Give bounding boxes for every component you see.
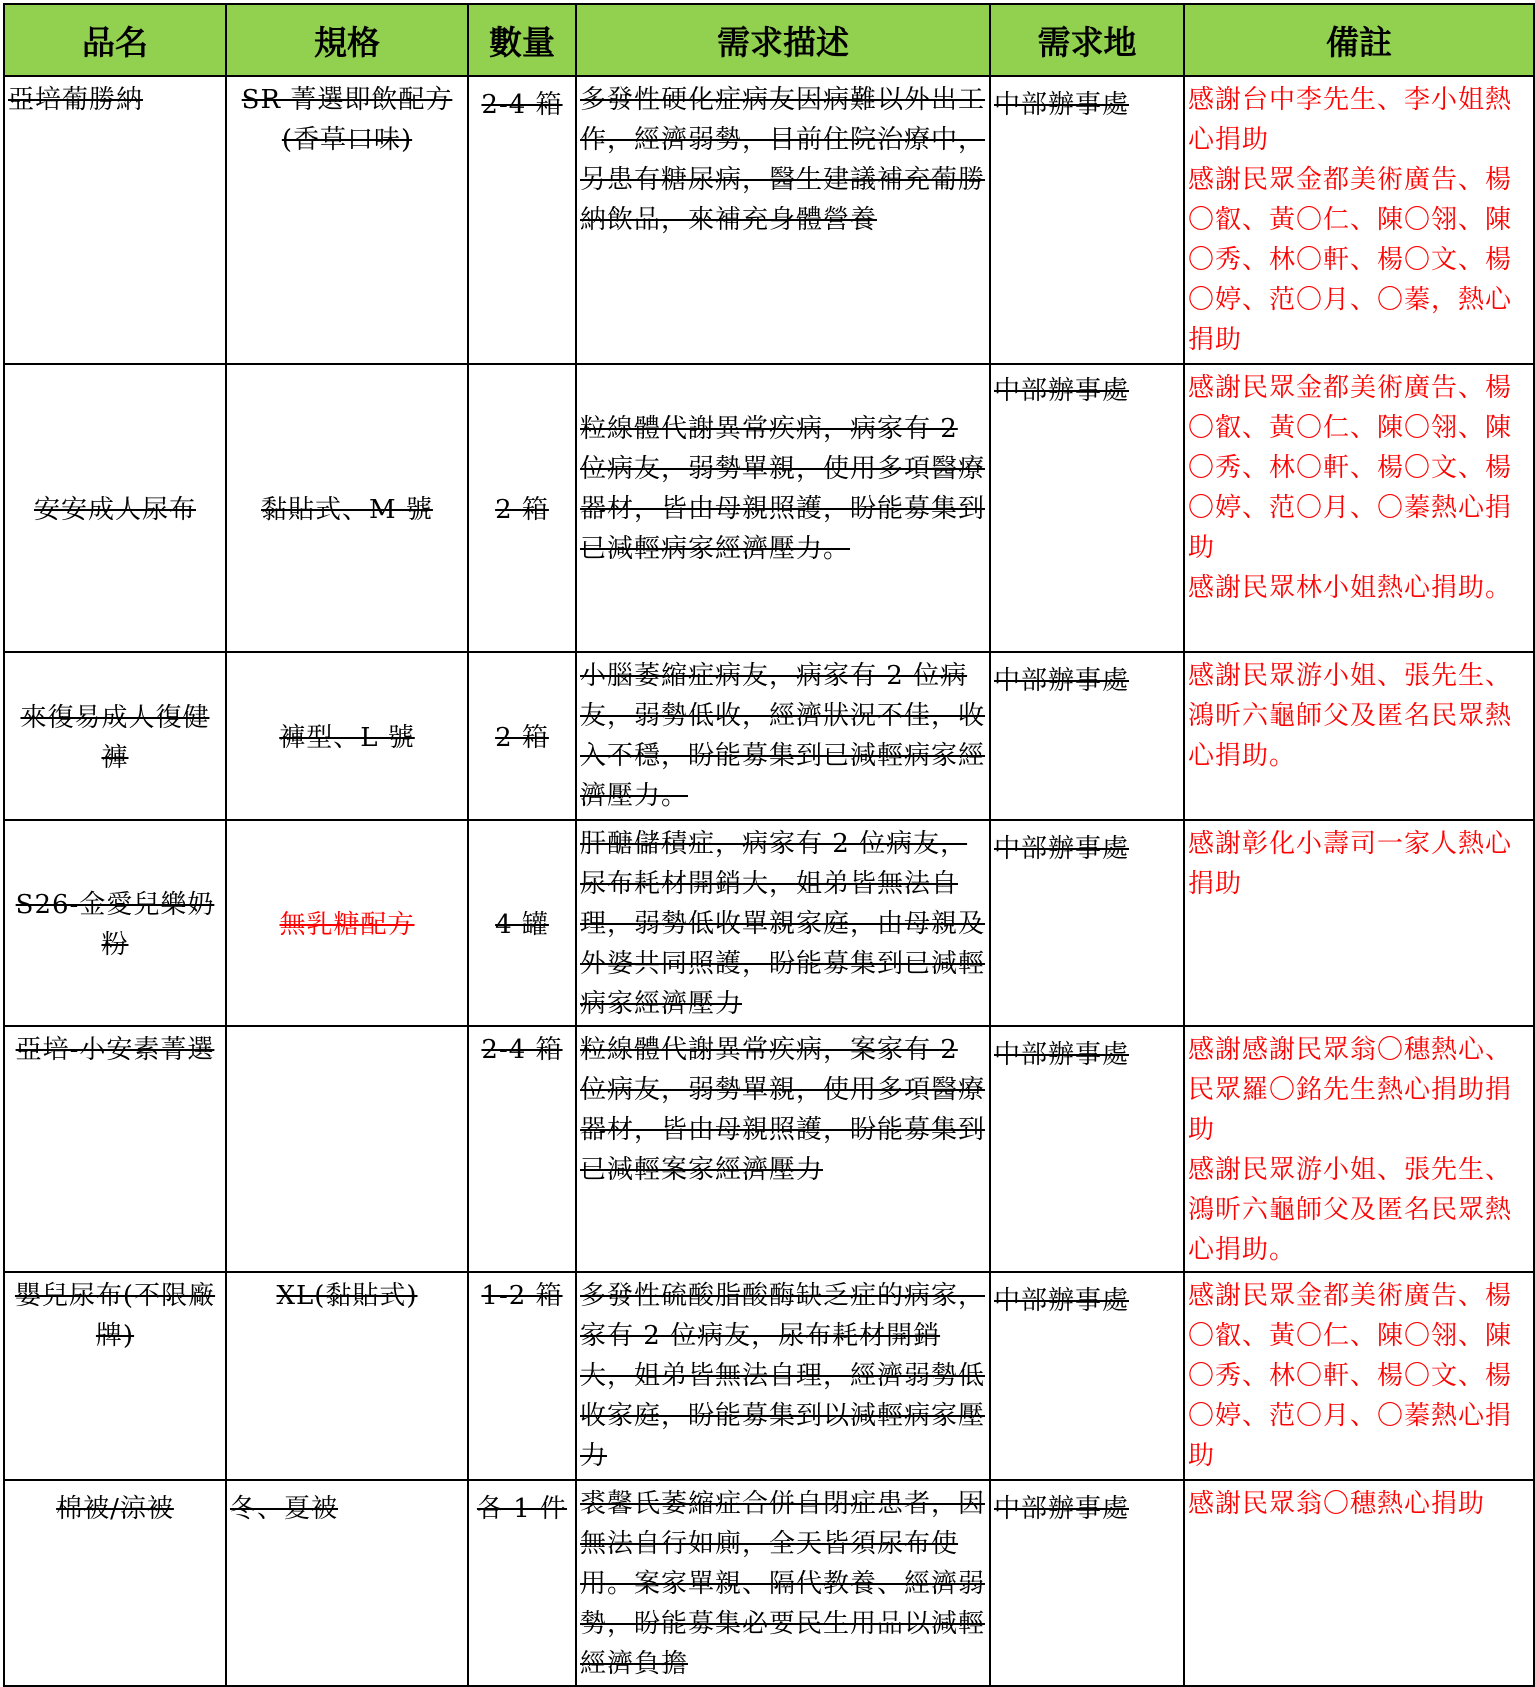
note-text: 感謝民眾游小姐、張先生、鴻昕六龜師父及匿名民眾熱心捐助。: [1188, 661, 1513, 771]
item-description: 粒線體代謝異常疾病，病家有 2 位病友，弱勢單親，使用多項醫療器材，皆由母親照護，盼能募集到已減輕病家經濟壓力。: [580, 414, 986, 564]
location-cell: [990, 1272, 1184, 1480]
item-spec: 冬、夏被: [230, 1494, 339, 1524]
item-spec: XL(黏貼式): [276, 1281, 418, 1311]
qty-cell: [468, 820, 576, 1026]
notes-cell: [1184, 1026, 1534, 1272]
spec-cell: [226, 1026, 468, 1272]
desc-cell: [576, 1272, 990, 1480]
table-row: [4, 76, 1534, 364]
item-quantity: 1-2 箱: [481, 1281, 563, 1311]
item-location: 中部辦事處: [994, 666, 1130, 696]
spec-cell: [226, 364, 468, 652]
location-cell: [990, 1480, 1184, 1686]
item-name: S26-金愛兒樂奶粉: [15, 889, 215, 960]
spec-cell: [226, 652, 468, 820]
location-cell: [990, 1026, 1184, 1272]
column-header-location: 需求地: [990, 4, 1184, 76]
column-header-spec: 規格: [226, 4, 468, 76]
item-quantity: 2-4 箱: [481, 90, 563, 120]
item-quantity: 2-4 箱: [481, 1035, 563, 1065]
page-wrapper: [3, 3, 1535, 1687]
item-location: 中部辦事處: [994, 376, 1130, 406]
item-cell: [4, 820, 226, 1026]
item-cell: [4, 76, 226, 364]
notes-cell: [1184, 1480, 1534, 1686]
qty-cell: [468, 1272, 576, 1480]
item-cell: [4, 652, 226, 820]
table-row: [4, 364, 1534, 652]
qty-cell: [468, 1026, 576, 1272]
location-cell: [990, 76, 1184, 364]
item-name: 來復易成人復健褲: [20, 702, 210, 773]
item-location: 中部辦事處: [994, 1494, 1130, 1524]
desc-cell: [576, 76, 990, 364]
spec-cell: [226, 1480, 468, 1686]
item-name: 棉被/涼被: [56, 1494, 174, 1524]
item-name: 亞培-小安素菁選: [15, 1035, 215, 1065]
spec-cell: [226, 1272, 468, 1480]
location-cell: [990, 820, 1184, 1026]
qty-cell: [468, 1480, 576, 1686]
item-cell: [4, 1026, 226, 1272]
table-row: [4, 1026, 1534, 1272]
desc-cell: [576, 364, 990, 652]
item-spec: 褲型、L 號: [279, 722, 415, 753]
note-text: 感謝民眾金都美術廣告、楊〇叡、黃〇仁、陳〇翎、陳〇秀、林〇軒、楊〇文、楊〇婷、范〇月、〇蓁熱心捐助: [1188, 1281, 1513, 1471]
item-description: 裘馨氏萎縮症合併自閉症患者，因無法自行如廁，全天皆須尿布使用。案家單親、隔代教養、經濟弱勢，盼能募集必要民生用品以減輕經濟負擔: [580, 1489, 986, 1679]
item-name: 亞培葡勝納: [8, 85, 144, 115]
item-quantity: 2 箱: [495, 494, 549, 525]
note-text: 感謝感謝民眾翁〇穗熱心、民眾羅〇銘先生熱心捐助捐助: [1188, 1035, 1513, 1145]
item-description: 多發性硬化症病友因病難以外出工作，經濟弱勢，目前住院治療中，另患有糖尿病，醫生建議補充葡勝納飲品，來補充身體營養: [580, 85, 986, 235]
desc-cell: [576, 652, 990, 820]
item-location: 中部辦事處: [994, 90, 1130, 120]
item-cell: [4, 1480, 226, 1686]
item-location: 中部辦事處: [994, 1040, 1130, 1070]
table-header-row: [4, 4, 1534, 76]
location-cell: [990, 364, 1184, 652]
note-text: 感謝民眾游小姐、張先生、鴻昕六龜師父及匿名民眾熱心捐助。: [1188, 1155, 1513, 1265]
item-spec: SR 菁選即飲配方(香草口味): [241, 85, 453, 155]
column-header-quantity: 數量: [468, 4, 576, 76]
item-cell: [4, 1272, 226, 1480]
desc-cell: [576, 820, 990, 1026]
item-description: 小腦萎縮症病友，病家有 2 位病友，弱勢低收，經濟狀況不佳，收入不穩，盼能募集到已減輕病家經濟壓力。: [580, 661, 986, 811]
notes-cell: [1184, 652, 1534, 820]
qty-cell: [468, 364, 576, 652]
item-quantity: 2 箱: [495, 722, 549, 753]
note-text: 感謝彰化小壽司一家人熱心捐助: [1188, 829, 1513, 899]
item-description: 肝醣儲積症，病家有 2 位病友，尿布耗材開銷大，姐弟皆無法自理，弱勢低收單親家庭，由母親及外婆共同照護，盼能募集到已減輕病家經濟壓力: [580, 829, 986, 1019]
item-description: 粒線體代謝異常疾病，案家有 2 位病友，弱勢單親，使用多項醫療器材，皆由母親照護，盼能募集到已減輕案家經濟壓力: [580, 1035, 986, 1185]
item-name: 嬰兒尿布(不限廠牌): [14, 1281, 216, 1351]
notes-cell: [1184, 820, 1534, 1026]
item-location: 中部辦事處: [994, 1286, 1130, 1316]
note-text: 感謝民眾金都美術廣告、楊〇叡、黃〇仁、陳〇翎、陳〇秀、林〇軒、楊〇文、楊〇婷、范〇月、〇蓁，熱心捐助: [1188, 165, 1513, 355]
notes-cell: [1184, 76, 1534, 364]
item-quantity: 4 罐: [495, 909, 549, 940]
column-header-item: 品名: [4, 4, 226, 76]
notes-cell: [1184, 1272, 1534, 1480]
item-cell: [4, 364, 226, 652]
note-text: 感謝民眾金都美術廣告、楊〇叡、黃〇仁、陳〇翎、陳〇秀、林〇軒、楊〇文、楊〇婷、范〇月、〇蓁熱心捐助: [1188, 373, 1513, 563]
item-spec: 黏貼式、M 號: [261, 494, 433, 525]
note-text: 感謝民眾林小姐熱心捐助。: [1188, 573, 1513, 603]
item-quantity: 各 1 件: [476, 1494, 568, 1524]
item-spec: 無乳糖配方: [279, 909, 415, 940]
table-row: [4, 820, 1534, 1026]
qty-cell: [468, 652, 576, 820]
table-row: [4, 1480, 1534, 1686]
item-name: 安安成人尿布: [33, 494, 196, 525]
donation-needs-table: [3, 3, 1535, 1687]
item-description: 多發性硫酸脂酸酶缺乏症的病家，家有 2 位病友，尿布耗材開銷大，姐弟皆無法自理，經濟弱勢低收家庭，盼能募集到以減輕病家壓力: [580, 1281, 986, 1471]
desc-cell: [576, 1026, 990, 1272]
table-row: [4, 652, 1534, 820]
table-row: [4, 1272, 1534, 1480]
note-text: 感謝台中李先生、李小姐熱心捐助: [1188, 85, 1513, 155]
spec-cell: [226, 76, 468, 364]
desc-cell: [576, 1480, 990, 1686]
note-text: 感謝民眾翁〇穗熱心捐助: [1188, 1489, 1486, 1519]
column-header-notes: 備註: [1184, 4, 1534, 76]
column-header-description: 需求描述: [576, 4, 990, 76]
location-cell: [990, 652, 1184, 820]
qty-cell: [468, 76, 576, 364]
item-location: 中部辦事處: [994, 834, 1130, 864]
notes-cell: [1184, 364, 1534, 652]
spec-cell: [226, 820, 468, 1026]
